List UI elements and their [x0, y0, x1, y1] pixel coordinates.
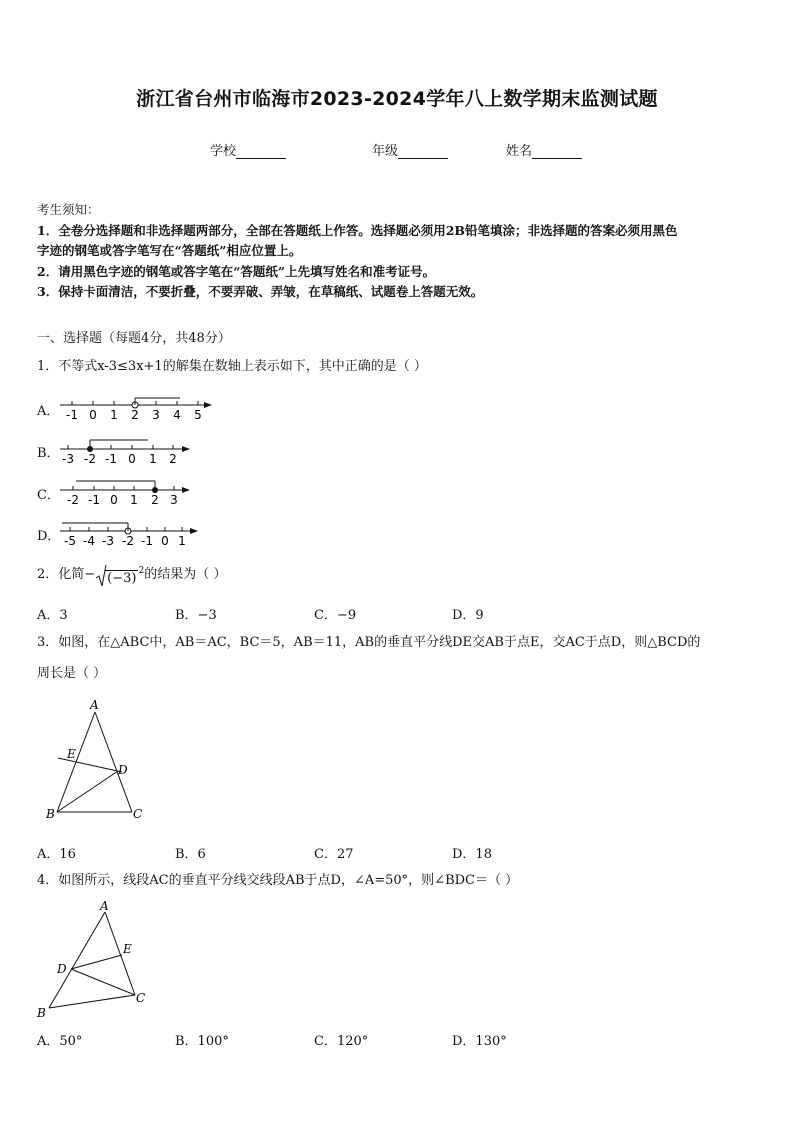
tick-label: -4: [83, 534, 95, 548]
tick-label: 0: [128, 452, 136, 466]
grade-field[interactable]: [372, 140, 448, 159]
side-ab: [49, 912, 105, 1008]
section-heading: 一、选择题（每题4分，共48分）: [37, 331, 231, 346]
school-label: 学校: [210, 144, 237, 159]
exponent: 2: [138, 565, 145, 576]
point-b-label: B: [37, 1006, 46, 1020]
notice-item: 1．全卷分选择题和非选择题两部分，全部在答题纸上作答。选择题必须用2B铅笔填涂；非选择题的答案必须用黑色: [37, 222, 678, 238]
name-label: 姓名: [506, 144, 533, 159]
q3-triangle-figure: [40, 696, 160, 826]
tick-label: 5: [194, 408, 202, 422]
point-e-label: E: [67, 747, 76, 761]
q3-stem-line2: 周长是（ ）: [37, 666, 107, 681]
notice-heading: 考生须知：: [37, 202, 100, 217]
point-b-label: B: [46, 807, 55, 821]
segment-bd: [57, 771, 118, 812]
q3-option-d[interactable]: D．18: [452, 847, 492, 862]
q2-stem-pre: 2．化简−: [37, 567, 96, 582]
q2-option-b[interactable]: B．−3: [175, 608, 217, 623]
tick-label: 1: [110, 408, 118, 422]
point-a-label: A: [100, 899, 109, 913]
point-c-label: C: [133, 807, 143, 821]
side-ac: [95, 712, 132, 812]
q4-option-d[interactable]: D．130°: [452, 1034, 507, 1049]
side-bc: [49, 995, 135, 1008]
segment-dc: [71, 969, 135, 995]
q4-triangle-figure: [32, 898, 162, 1023]
page-title: 浙江省台州市临海市2023-2024学年八上数学期末监测试题: [136, 88, 658, 110]
q2-option-d[interactable]: D．9: [452, 608, 484, 623]
q2-stem: [37, 560, 759, 590]
point-d-label: D: [118, 763, 128, 777]
tick-label: -1: [88, 493, 100, 507]
tick-label: 1: [178, 534, 186, 548]
tick-label: 1: [149, 452, 157, 466]
tick-label: -1: [66, 408, 78, 422]
grade-blank: [398, 146, 448, 159]
tick-label: 2: [151, 493, 159, 507]
tick-label: -1: [105, 452, 117, 466]
q1-option-c-numberline[interactable]: [58, 477, 198, 507]
tick-label: 2: [169, 452, 177, 466]
school-blank: [236, 146, 286, 159]
q1-option-a-numberline[interactable]: [58, 393, 218, 423]
tick-label: -5: [64, 534, 76, 548]
q1-option-b-label[interactable]: B．: [37, 446, 60, 461]
grade-label: 年级: [372, 144, 399, 159]
q1-stem: 1．不等式x-3≤3x+1的解集在数轴上表示如下，其中正确的是（ ）: [37, 359, 427, 374]
q4-option-b[interactable]: B．100°: [175, 1034, 229, 1049]
point-e-label: E: [123, 942, 132, 956]
q1-option-a-label[interactable]: A．: [37, 404, 60, 419]
notice-item: 2．请用黑色字迹的钢笔或答字笔在“答题纸”上先填写姓名和准考证号。: [37, 263, 436, 279]
point-a-label: A: [90, 698, 99, 712]
tick-label: 3: [170, 493, 178, 507]
radicand: (−3): [107, 570, 137, 586]
notice: [37, 200, 757, 303]
q2-option-c[interactable]: C．−9: [314, 608, 357, 623]
tick-label: 2: [131, 408, 139, 422]
q1-option-d-numberline[interactable]: [58, 518, 208, 548]
tick-label: 4: [173, 408, 181, 422]
point-d-label: D: [57, 962, 67, 976]
q3-stem-line1: 3．如图，在△ABC中，AB＝AC，BC＝5，AB＝11，AB的垂直平分线DE交AB于点E，交AC于点D，则△BCD的: [37, 635, 701, 650]
tick-label: 0: [110, 493, 118, 507]
q4-stem: 4．如图所示，线段AC的垂直平分线交线段AB于点D，∠A=50°，则∠BDC＝（ ）: [37, 873, 519, 888]
tick-label: -3: [62, 452, 74, 466]
tick-label: -2: [84, 452, 96, 466]
q4-option-c[interactable]: C．120°: [314, 1034, 369, 1049]
tick-label: 0: [89, 408, 97, 422]
tick-label: -1: [141, 534, 153, 548]
q2-stem-post: 的结果为（ ）: [144, 567, 227, 582]
tick-label: 3: [152, 408, 160, 422]
point-c-label: C: [136, 991, 146, 1005]
sqrt-expression: [95, 564, 144, 586]
q1-option-d-label[interactable]: D．: [37, 529, 61, 544]
tick-label: -2: [122, 534, 134, 548]
tick-label: -2: [67, 493, 79, 507]
notice-item: 字迹的钢笔或答字笔写在“答题纸”相应位置上。: [37, 243, 302, 258]
tick-label: -3: [102, 534, 114, 548]
q3-option-c[interactable]: C．27: [314, 847, 354, 862]
school-field[interactable]: [210, 140, 286, 159]
name-blank: [532, 146, 582, 159]
notice-item: 3．保持卡面清洁，不要折叠，不要弄破、弄皱，在草稿纸、试题卷上答题无效。: [37, 284, 484, 299]
q2-option-a[interactable]: A．3: [37, 608, 68, 623]
q3-option-b[interactable]: B．6: [175, 847, 206, 862]
q1-option-b-numberline[interactable]: [58, 436, 198, 466]
q4-option-a[interactable]: A．50°: [37, 1034, 83, 1049]
q3-option-a[interactable]: A．16: [37, 847, 76, 862]
q1-option-c-label[interactable]: C．: [37, 488, 60, 503]
name-field[interactable]: [506, 140, 582, 159]
tick-label: 1: [130, 493, 138, 507]
tick-label: 0: [161, 534, 169, 548]
